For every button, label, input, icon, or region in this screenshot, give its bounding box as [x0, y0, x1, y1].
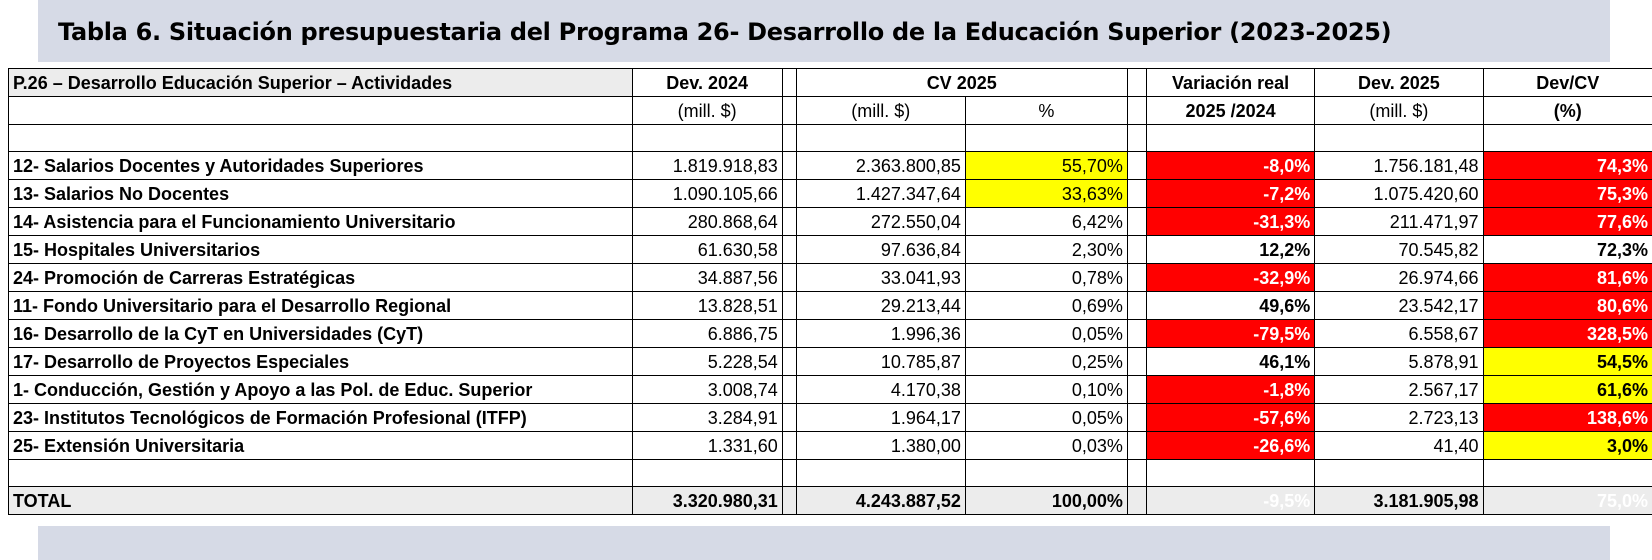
- header-cv2025-unit: (mill. $): [796, 97, 965, 125]
- row-devcv: 3,0%: [1483, 432, 1652, 460]
- row-dev2025: 2.723,13: [1315, 404, 1483, 432]
- row-label: 14- Asistencia para el Funcionamiento Universitario: [9, 208, 633, 236]
- row-cv2025: 272.550,04: [796, 208, 965, 236]
- row-label: 11- Fondo Universitario para el Desarrollo Regional: [9, 292, 633, 320]
- total-label: TOTAL: [9, 487, 633, 515]
- header-devcv-unit: (%): [1483, 97, 1652, 125]
- row-cv2025: 1.964,17: [796, 404, 965, 432]
- row-dev2024: 1.090.105,66: [632, 180, 782, 208]
- row-pct: 0,10%: [965, 376, 1127, 404]
- row-label: 23- Institutos Tecnológicos de Formación Profesional (ITFP): [9, 404, 633, 432]
- table-row: [9, 208, 1652, 236]
- row-variation: 12,2%: [1146, 236, 1314, 264]
- row-variation: -79,5%: [1146, 320, 1314, 348]
- row-pct: 0,69%: [965, 292, 1127, 320]
- row-cv2025: 33.041,93: [796, 264, 965, 292]
- row-variation: -7,2%: [1146, 180, 1314, 208]
- row-pct: 0,05%: [965, 320, 1127, 348]
- row-devcv: 80,6%: [1483, 292, 1652, 320]
- row-variation: -31,3%: [1146, 208, 1314, 236]
- row-variation: -32,9%: [1146, 264, 1314, 292]
- row-pct: 0,05%: [965, 404, 1127, 432]
- total-devcv: 75,0%: [1483, 487, 1652, 515]
- row-label: 1- Conducción, Gestión y Apoyo a las Pol. de Educ. Superior: [9, 376, 633, 404]
- row-devcv: 72,3%: [1483, 236, 1652, 264]
- row-label: 17- Desarrollo de Proyectos Especiales: [9, 348, 633, 376]
- table-row: [9, 292, 1652, 320]
- row-dev2024: 3.284,91: [632, 404, 782, 432]
- table-row: [9, 348, 1652, 376]
- row-variation: -57,6%: [1146, 404, 1314, 432]
- table-row: [9, 152, 1652, 180]
- header-variation: Variación real: [1146, 69, 1314, 97]
- total-dev2025: 3.181.905,98: [1315, 487, 1483, 515]
- header-cv2025-pct: %: [965, 97, 1127, 125]
- header-dev2025-unit: (mill. $): [1315, 97, 1483, 125]
- row-dev2025: 5.878,91: [1315, 348, 1483, 376]
- row-variation: 49,6%: [1146, 292, 1314, 320]
- row-pct: 0,03%: [965, 432, 1127, 460]
- row-variation: 46,1%: [1146, 348, 1314, 376]
- row-pct: 2,30%: [965, 236, 1127, 264]
- row-cv2025: 29.213,44: [796, 292, 965, 320]
- row-dev2025: 1.075.420,60: [1315, 180, 1483, 208]
- header-row-1: [9, 69, 1652, 97]
- row-dev2024: 1.819.918,83: [632, 152, 782, 180]
- row-pct: 33,63%: [965, 180, 1127, 208]
- row-pct: 55,70%: [965, 152, 1127, 180]
- column-gap: [782, 97, 796, 125]
- row-cv2025: 4.170,38: [796, 376, 965, 404]
- row-dev2024: 6.886,75: [632, 320, 782, 348]
- table-row: [9, 264, 1652, 292]
- header-dev2025: Dev. 2025: [1315, 69, 1483, 97]
- row-dev2025: 2.567,17: [1315, 376, 1483, 404]
- row-dev2025: 211.471,97: [1315, 208, 1483, 236]
- row-devcv: 61,6%: [1483, 376, 1652, 404]
- row-dev2025: 23.542,17: [1315, 292, 1483, 320]
- row-dev2025: 1.756.181,48: [1315, 152, 1483, 180]
- row-pct: 6,42%: [965, 208, 1127, 236]
- total-variation: -9,5%: [1146, 487, 1314, 515]
- row-dev2024: 5.228,54: [632, 348, 782, 376]
- row-dev2024: 280.868,64: [632, 208, 782, 236]
- row-dev2024: 13.828,51: [632, 292, 782, 320]
- row-devcv: 77,6%: [1483, 208, 1652, 236]
- row-devcv: 75,3%: [1483, 180, 1652, 208]
- row-cv2025: 1.427.347,64: [796, 180, 965, 208]
- header-row-2: [9, 97, 1652, 125]
- row-variation: -8,0%: [1146, 152, 1314, 180]
- row-cv2025: 10.785,87: [796, 348, 965, 376]
- total-row: [9, 487, 1652, 515]
- row-dev2024: 34.887,56: [632, 264, 782, 292]
- row-cv2025: 1.996,36: [796, 320, 965, 348]
- header-cv2025: CV 2025: [796, 69, 1127, 97]
- row-cv2025: 97.636,84: [796, 236, 965, 264]
- total-pct: 100,00%: [965, 487, 1127, 515]
- column-gap: [1127, 97, 1146, 125]
- row-devcv: 328,5%: [1483, 320, 1652, 348]
- table-row: [9, 404, 1652, 432]
- table-title: Tabla 6. Situación presupuestaria del Programa 26- Desarrollo de la Educación Superior (2023-2025): [58, 18, 1392, 46]
- header-devcv: Dev/CV: [1483, 69, 1652, 97]
- row-variation: -26,6%: [1146, 432, 1314, 460]
- row-dev2024: 3.008,74: [632, 376, 782, 404]
- row-dev2025: 26.974,66: [1315, 264, 1483, 292]
- row-devcv: 138,6%: [1483, 404, 1652, 432]
- row-variation: -1,8%: [1146, 376, 1314, 404]
- total-cv2025: 4.243.887,52: [796, 487, 965, 515]
- bottom-band: [38, 526, 1610, 560]
- row-dev2025: 41,40: [1315, 432, 1483, 460]
- table-row: [9, 432, 1652, 460]
- column-gap: [1127, 69, 1146, 97]
- row-label: 13- Salarios No Docentes: [9, 180, 633, 208]
- row-dev2025: 6.558,67: [1315, 320, 1483, 348]
- row-devcv: 81,6%: [1483, 264, 1652, 292]
- row-label: 24- Promoción de Carreras Estratégicas: [9, 264, 633, 292]
- total-dev2024: 3.320.980,31: [632, 487, 782, 515]
- row-dev2024: 1.331,60: [632, 432, 782, 460]
- header-empty: [9, 97, 633, 125]
- table-row: [9, 180, 1652, 208]
- row-pct: 0,25%: [965, 348, 1127, 376]
- table-row: [9, 236, 1652, 264]
- row-devcv: 54,5%: [1483, 348, 1652, 376]
- header-activities: P.26 – Desarrollo Educación Superior – Actividades: [9, 69, 633, 97]
- column-gap: [782, 69, 796, 97]
- header-dev2024-unit: (mill. $): [632, 97, 782, 125]
- spacer-row: [9, 125, 1652, 152]
- header-variation-period: 2025 /2024: [1146, 97, 1314, 125]
- row-cv2025: 1.380,00: [796, 432, 965, 460]
- table-row: [9, 376, 1652, 404]
- header-dev2024: Dev. 2024: [632, 69, 782, 97]
- row-pct: 0,78%: [965, 264, 1127, 292]
- table-row: [9, 320, 1652, 348]
- budget-table: [8, 68, 1652, 515]
- row-cv2025: 2.363.800,85: [796, 152, 965, 180]
- row-label: 25- Extensión Universitaria: [9, 432, 633, 460]
- row-dev2025: 70.545,82: [1315, 236, 1483, 264]
- row-devcv: 74,3%: [1483, 152, 1652, 180]
- spacer-row: [9, 460, 1652, 487]
- row-dev2024: 61.630,58: [632, 236, 782, 264]
- row-label: 15- Hospitales Universitarios: [9, 236, 633, 264]
- row-label: 16- Desarrollo de la CyT en Universidades (CyT): [9, 320, 633, 348]
- row-label: 12- Salarios Docentes y Autoridades Superiores: [9, 152, 633, 180]
